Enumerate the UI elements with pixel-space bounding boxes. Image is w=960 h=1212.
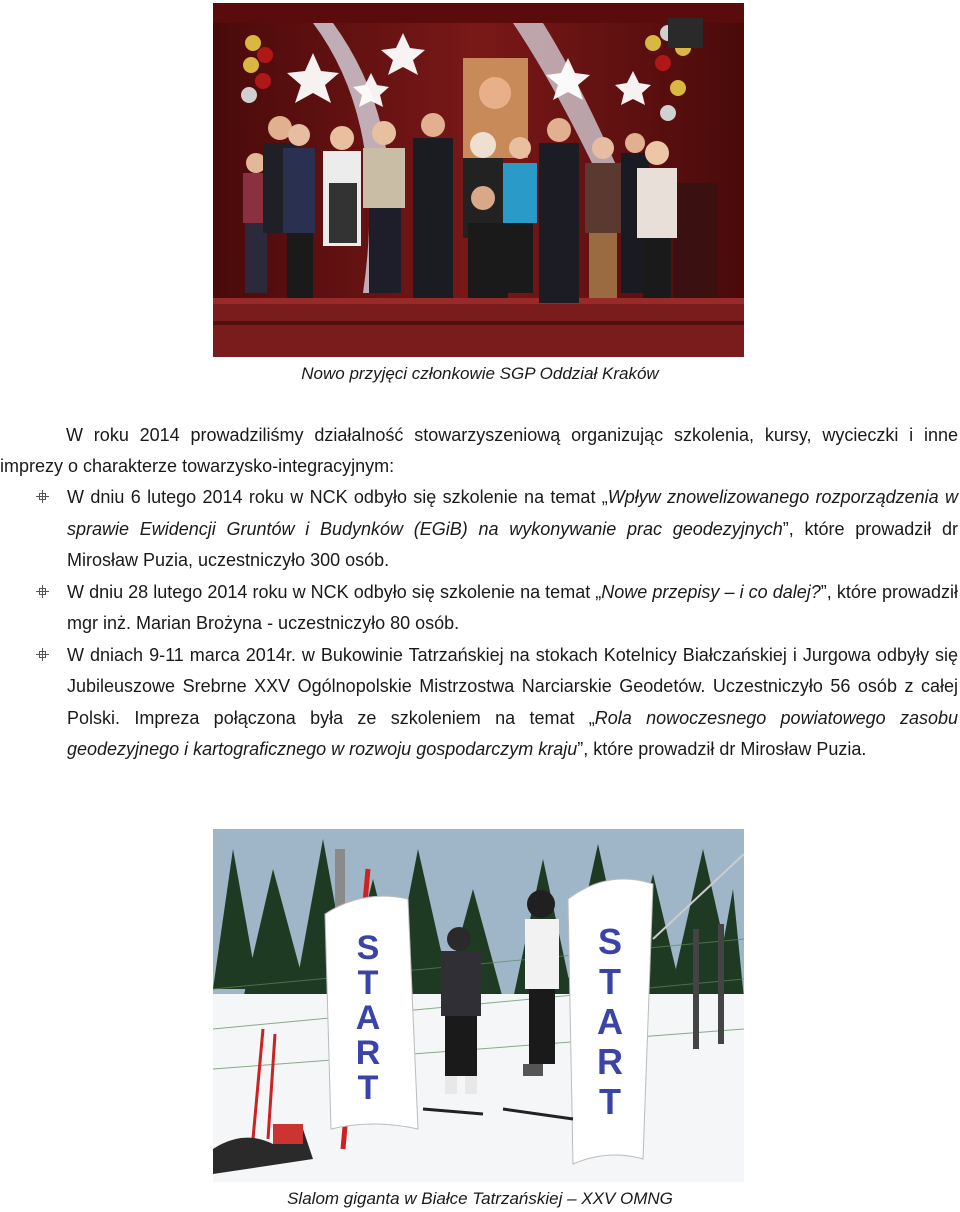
- bullet-icon: [36, 648, 49, 661]
- item-title: Nowe przepisy – i co dalej?: [601, 581, 821, 602]
- svg-text:T: T: [357, 1069, 379, 1107]
- intro-paragraph: W roku 2014 prowadziliśmy działalność stowarzyszeniową organizując szkolenia, kursy, wycieczki i inne imprezy o charakterze towarzysko-integracyjnym:: [0, 425, 958, 476]
- list-item: [0, 577, 958, 640]
- svg-text:A: A: [355, 999, 381, 1037]
- svg-text:A: A: [597, 1001, 623, 1042]
- item-text: ”, które prowadził dr Mirosław Puzia.: [577, 739, 867, 759]
- banner-left-text: S: [356, 929, 380, 967]
- item-title: Rola nowoczesnego powiatowego zasobu geodezyjnego i kartograficznego w rozwoju gospodarczym kraju: [67, 707, 958, 759]
- photo-caption: Slalom giganta w Białce Tatrzańskiej – XXV OMNG: [287, 1189, 673, 1208]
- item-text: ”, które prowadził mgr inż. Marian Brożyna - uczestniczyło 80 osób.: [67, 581, 958, 633]
- bullet-icon: [36, 490, 49, 503]
- item-title: Wpływ znowelizowanego rozporządzenia w sprawie Ewidencji Gruntów i Budynków (EGiB) na wykonywanie prac geodezyjnych: [67, 487, 958, 539]
- svg-text:T: T: [357, 964, 379, 1002]
- bullet-icon: [36, 585, 49, 598]
- group-photo: [213, 3, 744, 357]
- ski-photo-illustration: [213, 829, 744, 1182]
- events-list: [0, 482, 958, 766]
- item-text: W dniach 9-11 marca 2014r. w Bukowinie Tatrzańskiej na stokach Kotelnicy Białczańskiej i Jurgowa odbyły się Jubileuszowe Srebrne XXV Ogólnopolskie Mistrzostwa Narciarskie Geodetów. Uczestniczyło 56 osób z całej Polski. Impreza połączona była ze szkoleniem na temat „: [67, 644, 958, 728]
- svg-text:T: T: [599, 961, 621, 1002]
- banner-right-text: S: [597, 921, 623, 962]
- ski-photo: [213, 829, 744, 1182]
- list-item: [0, 482, 958, 577]
- item-text: W dniu 28 lutego 2014 roku w NCK odbyło się szkolenie na temat „: [67, 581, 602, 602]
- list-item: [0, 640, 958, 766]
- photo-caption: Nowo przyjęci członkowie SGP Oddział Kraków: [301, 364, 659, 383]
- group-photo-illustration: [213, 3, 744, 357]
- item-text: W dniu 6 lutego 2014 roku w NCK odbyło się szkolenie na temat „: [67, 487, 608, 507]
- svg-text:R: R: [597, 1041, 623, 1082]
- item-text: ”, które prowadził dr Mirosław Puzia, uczestniczyło 300 osób.: [67, 518, 958, 570]
- svg-text:R: R: [355, 1034, 381, 1072]
- svg-text:T: T: [599, 1081, 621, 1122]
